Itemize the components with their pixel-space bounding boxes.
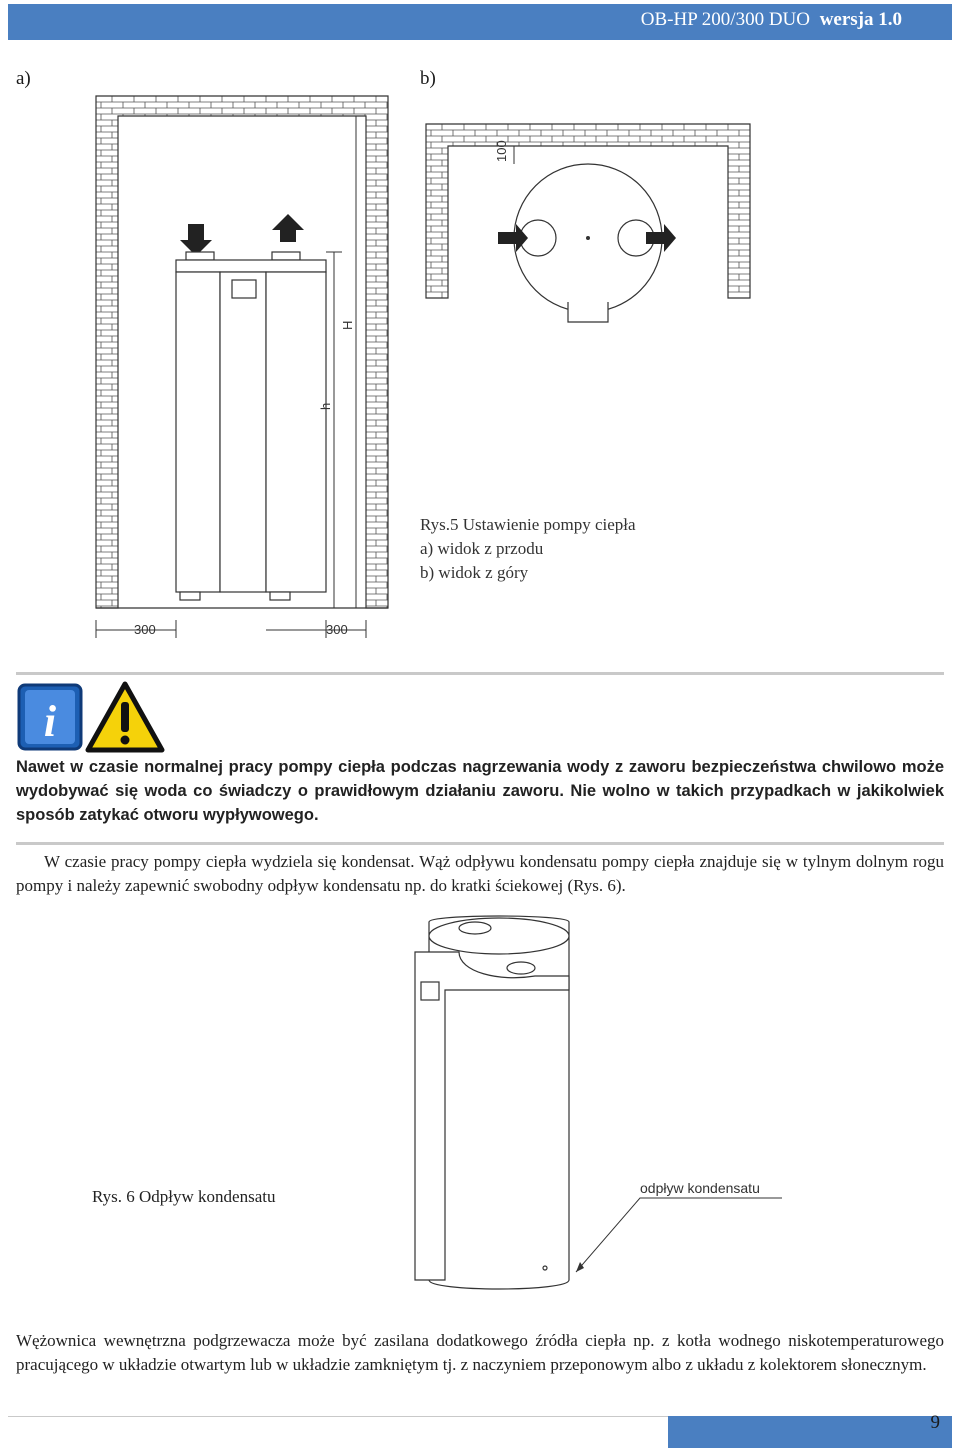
dimension-top: 100: [494, 140, 509, 162]
section-divider: [16, 672, 944, 675]
figure5-caption-line1: Rys.5 Ustawienie pompy ciepła: [420, 515, 636, 534]
dimension-h: h: [318, 402, 333, 410]
callout-leader: [570, 1196, 784, 1276]
svg-text:i: i: [43, 697, 57, 746]
notice-divider: [16, 842, 944, 845]
safety-notice: Nawet w czasie normalnej pracy pompy ciepła podczas nagrzewania wody z zaworu bezpieczeństwa chwilowo może wydobywać się woda co świadczy o prawidłowym działaniu zaworu. Nie wolno w takich przypadkach w jakikolwiek sposób zatykać otworu wypływowego.: [16, 758, 944, 824]
front-view-diagram: [90, 90, 400, 650]
info-icon: [16, 682, 84, 752]
condensate-paragraph: W czasie pracy pompy ciepła wydziela się kondensat. Wąż odpływu kondensatu pompy ciepła znajduje się w tylnym dolnym rogu pompy i należy zapewnić swobodny odpływ kondensatu np. do kratki ściekowej (Rys. 6).: [16, 852, 944, 895]
dimension-right: 300: [326, 622, 348, 637]
header-bar: [8, 4, 952, 40]
dimension-left: 300: [134, 622, 156, 637]
figure-label-a: a): [16, 68, 31, 89]
figure5-caption-line2: a) widok z przodu: [420, 539, 544, 558]
figure-label-b: b): [420, 68, 436, 89]
top-view-diagram: [420, 118, 760, 338]
warning-icon: [84, 680, 166, 754]
condensate-callout: odpływ kondensatu: [640, 1180, 760, 1196]
figure5-caption-line3: b) widok z góry: [420, 563, 529, 582]
dimension-H: H: [340, 320, 355, 330]
coil-paragraph: Wężownica wewnętrzna podgrzewacza może być zasilana dodatkowego źródła ciepła np. z kotła wodnego niskotemperaturowego pracującego w układzie otwartym lub w układzie zamkniętym tj. z naczyniem przeponowym albo z układu z kolektorem słonecznym.: [16, 1331, 944, 1374]
tank-drawing: [405, 912, 590, 1304]
version-label: wersja 1.0: [819, 9, 902, 30]
figure5-caption: [420, 513, 720, 585]
figure6-caption: Rys. 6 Odpływ kondensatu: [92, 1187, 276, 1206]
footer-rule: [8, 1416, 668, 1417]
document-title: OB-HP 200/300 DUO: [640, 9, 810, 30]
footer-bar: [668, 1416, 952, 1448]
page-number: 9: [930, 1412, 940, 1433]
